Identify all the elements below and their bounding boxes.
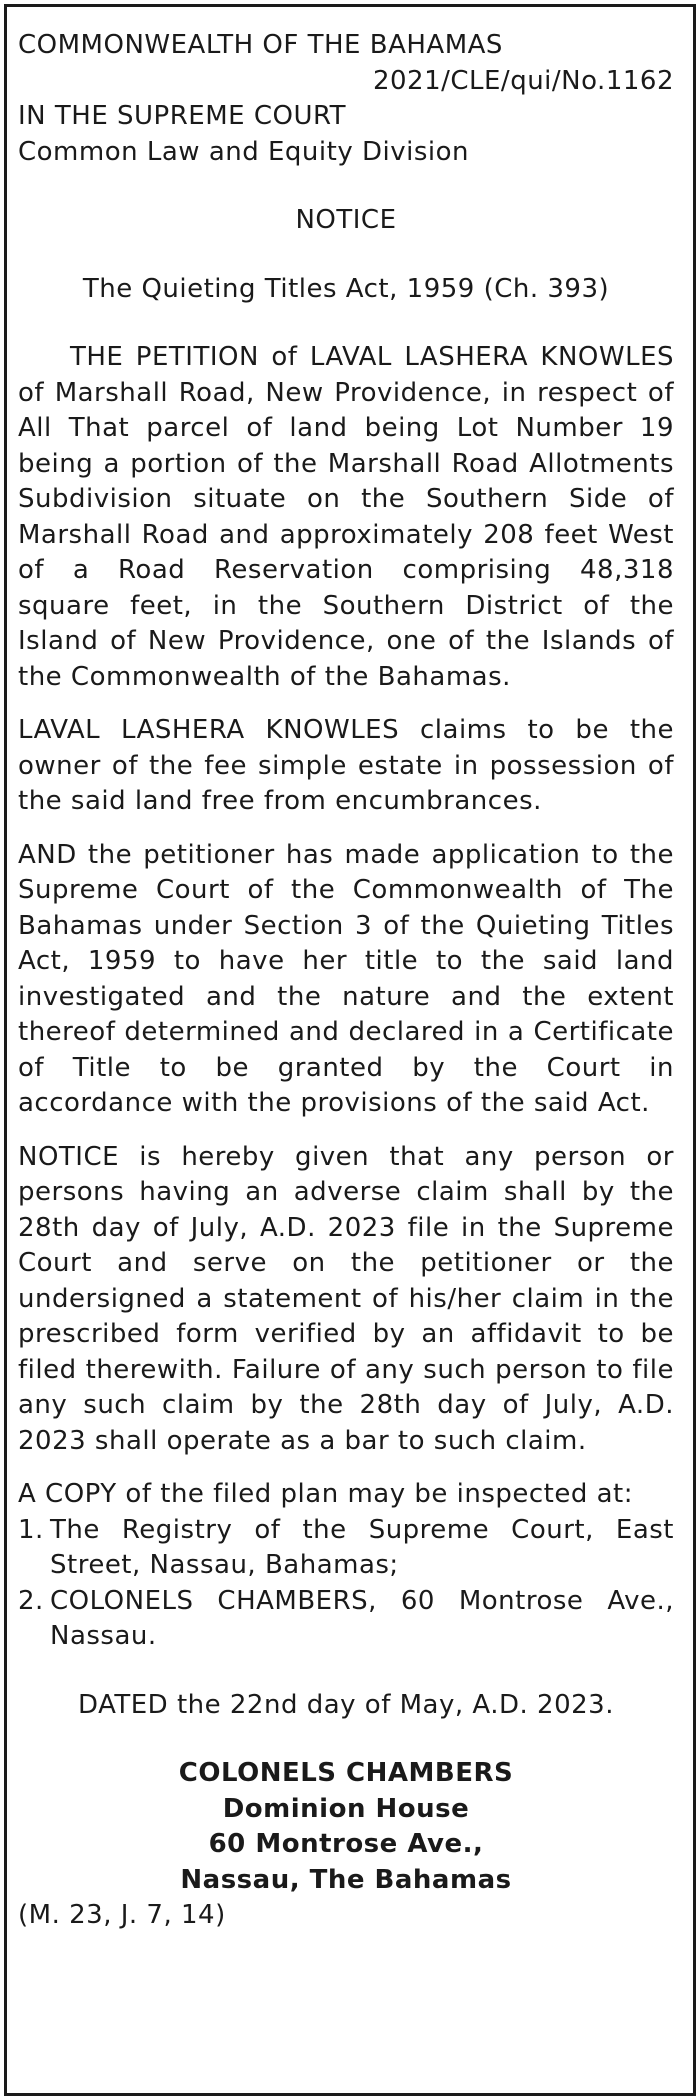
claim-paragraph: LAVAL LASHERA KNOWLES claims to be the owner of the fee simple estate in possession of the said land free from encumbrances. [18,715,674,816]
list-text: COLONELS CHAMBERS, 60 Montrose Ave., Nassau. [50,1585,674,1651]
legal-notice [18,28,674,1934]
court-heading: IN THE SUPREME COURT [18,101,347,131]
firm-city: Nassau, The Bahamas [180,1864,512,1895]
firm-building: Dominion House [222,1793,470,1824]
inspection-list [18,1513,674,1655]
country-heading: COMMONWEALTH OF THE BAHAMAS [18,30,503,60]
petition-paragraph: THE PETITION of LAVAL LASHERA KNOWLES of Marshall Road, New Providence, in respect of All That parcel of land being Lot Number 19 being a portion of the Marshall Road Allotments Subdivision situate on the Southern Side of Marshall Road and approximately 208 feet West of a Road Reservation comprising 48,318 square feet, in the Southern District of the Island of New Providence, one of the Islands of the Commonwealth of the Bahamas. [18,342,674,692]
notice-paragraph: NOTICE is hereby given that any person or persons having an adverse claim shall by the 28th day of July, A.D. 2023 file in the Supreme Court and serve on the petitioner or the undersigned a statement of his/her claim in the prescribed form verified by an affidavit to be filed therewith. Failure of any such person to file any such claim by the 28th day of July, A.D. 2023 shall operate as a bar to such claim. [18,1141,674,1456]
list-item [18,1584,674,1655]
firm-name: COLONELS CHAMBERS [178,1758,514,1788]
firm-street: 60 Montrose Ave., [208,1829,484,1859]
notice-title: NOTICE [295,205,397,235]
list-item [18,1513,674,1584]
copy-intro: A COPY of the filed plan may be inspected at: [18,1479,634,1509]
act-title: The Quieting Titles Act, 1959 (Ch. 393) [82,273,610,304]
list-text: The Registry of the Supreme Court, East Street, Nassau, Bahamas; [50,1514,674,1580]
list-number: 2. [18,1585,44,1616]
list-number: 1. [18,1514,44,1545]
dated-line: DATED the 22nd day of May, A.D. 2023. [78,1689,614,1720]
publication-code: (M. 23, J. 7, 14) [18,1900,226,1930]
application-paragraph: AND the petitioner has made application to the Supreme Court of the Commonwealth of The Bahamas under Section 3 of the Quieting Titles Act, 1959 to have her title to the said land investigated and the nature and the extent thereof determined and declared in a Certificate of Title to be granted by the Court in accordance with the provisions of the said Act. [18,839,674,1118]
division-heading: Common Law and Equity Division [18,136,469,167]
case-number: 2021/CLE/qui/No.1162 [372,65,674,96]
